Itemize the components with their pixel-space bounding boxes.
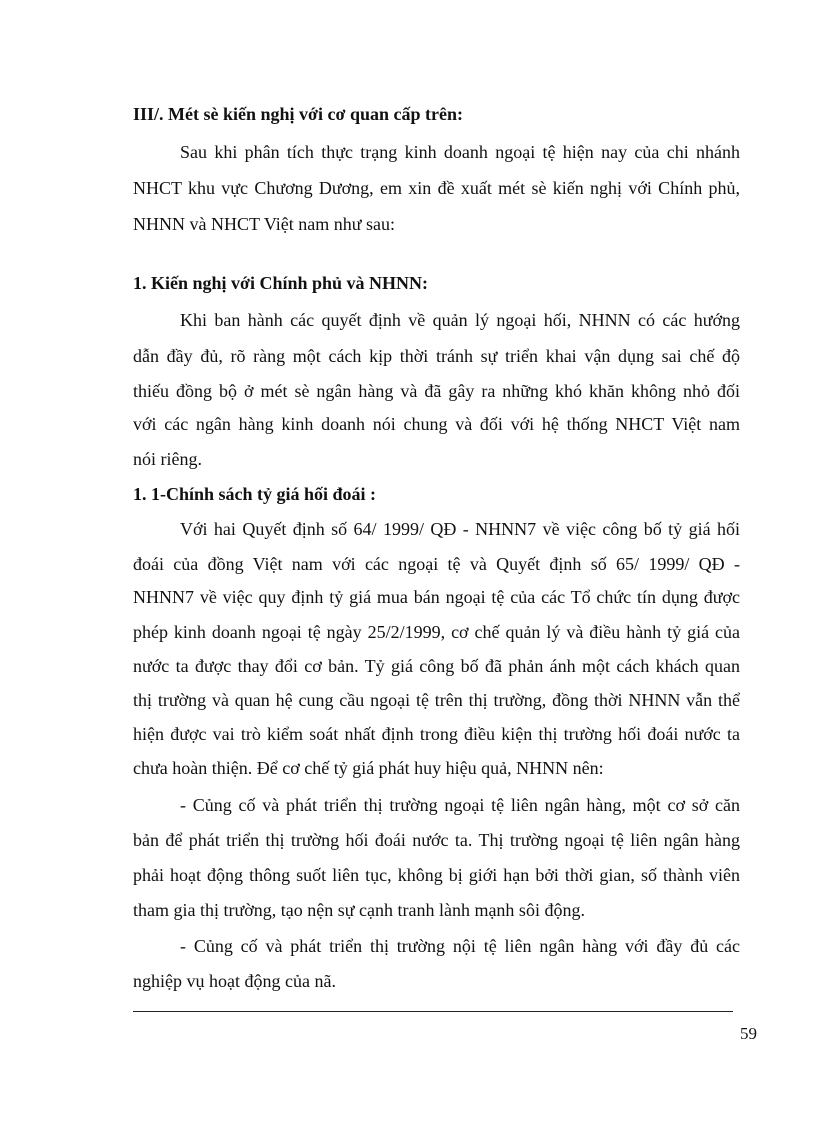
subsection-1-1-line-4: phép kinh doanh ngoại tệ ngày 25/2/1999, cơ chế quản lý và điều hành tỷ giá của xyxy=(133,622,740,642)
section-heading: III/. Mét sè kiến nghị với cơ quan cấp trên: xyxy=(133,104,463,124)
page-number: 59 xyxy=(740,1024,757,1043)
subsection-1-line-2: dẫn đầy đủ, rõ ràng một cách kịp thời tránh sự triển khai vận dụng sai chế độ xyxy=(133,346,740,366)
intro-line-1: Sau khi phân tích thực trạng kinh doanh ngoại tệ hiện nay của chi nhánh xyxy=(180,142,740,162)
bullet-1-line-2: bản để phát triển thị trường hối đoái nước ta. Thị trường ngoại tệ liên ngân hàng xyxy=(133,830,740,850)
subsection-1-line-4: với các ngân hàng kinh doanh nói chung và đối với hệ thống NHCT Việt nam xyxy=(133,414,740,434)
subsection-1-1-line-5: nước ta được thay đổi cơ bản. Tỷ giá công bố đã phản ánh một cách khách quan xyxy=(133,656,740,676)
subsection-1-1-line-1: Với hai Quyết định số 64/ 1999/ QĐ - NHNN7 về việc công bố tỷ giá hối xyxy=(180,519,740,539)
subsection-1-1-line-3: NHNN7 về việc quy định tỷ giá mua bán ngoại tệ của các Tổ chức tín dụng được xyxy=(133,587,740,607)
subsection-1-heading: 1. Kiến nghị với Chính phủ và NHNN: xyxy=(133,273,429,293)
subsection-1-line-3: thiếu đồng bộ ở mét sè ngân hàng và đã gây ra những khó khăn không nhỏ đối xyxy=(133,381,740,401)
bullet-2-line-1: - Củng cố và phát triển thị trường nội tệ liên ngân hàng với đầy đủ các xyxy=(180,936,740,956)
bullet-1-line-4: tham gia thị trường, tạo nện sự cạnh tranh lành mạnh sôi động. xyxy=(133,900,585,920)
bullet-1-line-1: - Củng cố và phát triển thị trường ngoại tệ liên ngân hàng, một cơ sở căn xyxy=(180,795,740,815)
subsection-1-1-heading: 1. 1-Chính sách tỷ giá hối đoái : xyxy=(133,484,377,504)
bullet-2-line-2: nghiệp vụ hoạt động của nã. xyxy=(133,971,336,991)
subsection-1-line-5: nói riêng. xyxy=(133,449,202,469)
footer-divider xyxy=(133,1011,733,1012)
intro-line-3: NHNN và NHCT Việt nam như sau: xyxy=(133,214,395,234)
subsection-1-1-line-7: hiện được vai trò kiểm soát nhất định trong điều kiện thị trường hối đoái nước ta xyxy=(133,724,740,744)
subsection-1-1-line-6: thị trường và quan hệ cung cầu ngoại tệ trên thị trường, đồng thời NHNN vẫn thể xyxy=(133,690,740,710)
intro-line-2: NHCT khu vực Chương Dương, em xin đề xuất mét sè kiến nghị với Chính phủ, xyxy=(133,178,740,198)
subsection-1-line-1: Khi ban hành các quyết định về quản lý ngoại hối, NHNN có các hướng xyxy=(180,310,740,330)
subsection-1-1-line-2: đoái của đồng Việt nam với các ngoại tệ và Quyết định số 65/ 1999/ QĐ - xyxy=(133,554,740,574)
subsection-1-1-line-8: chưa hoàn thiện. Để cơ chế tỷ giá phát huy hiệu quả, NHNN nên: xyxy=(133,758,604,778)
bullet-1-line-3: phải hoạt động thông suốt liên tục, không bị giới hạn bởi thời gian, số thành viên xyxy=(133,865,740,885)
